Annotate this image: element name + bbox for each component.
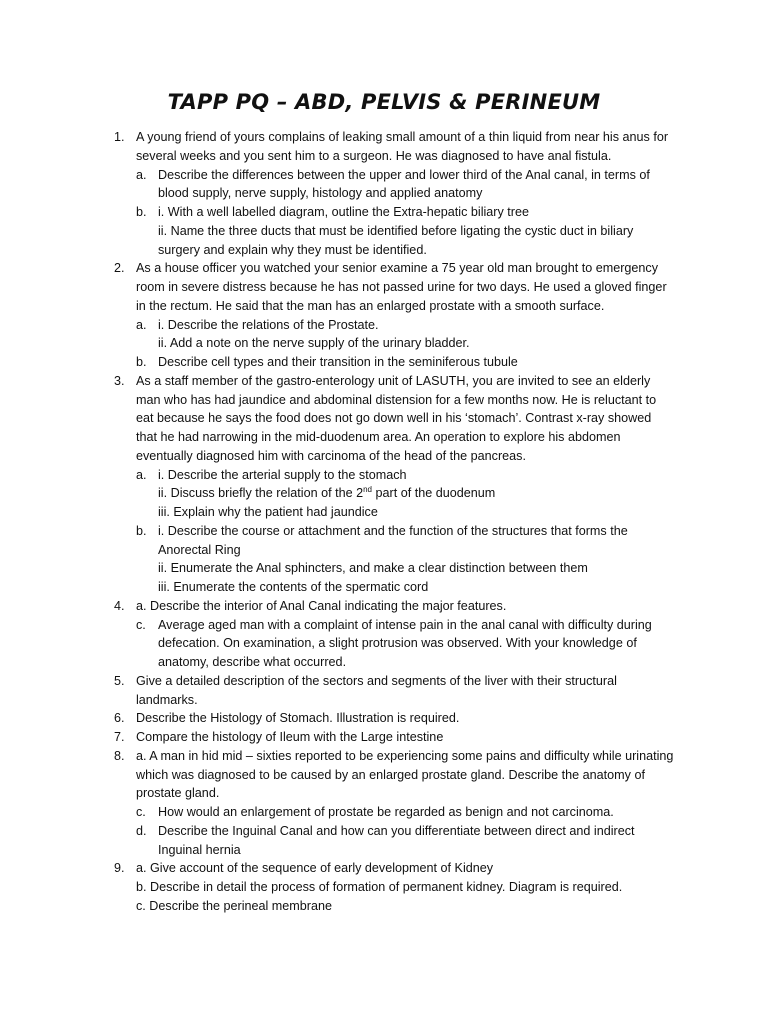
question-4 <box>114 597 674 672</box>
sub-item: iii. Enumerate the contents of the spermatic cord <box>158 580 429 594</box>
sub-question-b: b. i. With a well labelled diagram, outline the Extra-hepatic biliary tree ii. Name the three ducts that must be identified before ligating the cystic duct in biliary surgery and explain why they must be identified. <box>136 203 674 259</box>
sub-question-a: a. Describe the interior of Anal Canal indicating the major features. <box>136 598 507 613</box>
question-number: 3. <box>114 373 125 388</box>
sub-question-a: a. i. Describe the relations of the Prostate. ii. Add a note on the nerve supply of the urinary bladder. <box>136 316 674 354</box>
question-number: 5. <box>114 673 125 688</box>
question-9 <box>114 859 674 915</box>
question-stem: As a house officer you watched your senior examine a 75 year old man brought to emergency room in severe distress because he has not passed urine for two days. He used a gloved finger in the rectum. He said that the man has an enlarged prostate with a smooth surface. <box>136 261 667 313</box>
question-stem: As a staff member of the gastro-enterology unit of LASUTH, you are invited to see an elderly man who has had jaundice and abdominal distension for a few months now. He is reluctant to eat because he says the food does not go down well in his ‘stomach’. Contrast x-ray showed that he had narrowing in the mid-duodenum area. An operation to explore his abdomen eventually diagnosed him with carcinoma of the head of the pancreas. <box>136 373 657 463</box>
sub-question-a: a. Give account of the sequence of early development of Kidney <box>136 861 494 876</box>
sub-question-b: b. i. Describe the course or attachment and the function of the structures that forms the Anorectal Ring ii. Enumerate the Anal sphincters, and make a clear distinction between them iii. Enumerate the contents of the spermatic cord <box>136 522 674 597</box>
sub-question-a: a. i. Describe the arterial supply to the stomach ii. Discuss briefly the relation of the 2nd part of the duodenum iii. Explain why the patient had jaundice <box>136 466 674 522</box>
sub-item: ii. Add a note on the nerve supply of the urinary bladder. <box>158 336 470 351</box>
question-7 <box>114 728 674 747</box>
question-1 <box>114 128 674 259</box>
sub-item: i. Describe the arterial supply to the stomach <box>158 467 407 482</box>
sub-item: i. Describe the course or attachment and the function of the structures that forms the Anorectal Ring <box>158 523 628 557</box>
question-stem: Compare the histology of Ileum with the Large intestine <box>136 730 444 744</box>
question-stem: A young friend of yours complains of leaking small amount of a thin liquid from near his anus for several weeks and you sent him to a surgeon. He was diagnosed to have anal fistula. <box>136 130 669 163</box>
sub-question-d: d. Describe the Inguinal Canal and how can you differentiate between direct and indirect Inguinal hernia <box>136 823 635 857</box>
question-number: 9. <box>114 861 125 876</box>
document-title: TAPP PQ – ABD, PELVIS & PERINEUM <box>167 90 601 114</box>
sub-question-a: a. A man in hid mid – sixties reported to be experiencing some pains and difficulty while urinating which was diagnosed to be caused by an enlarged prostate gland. Describe the anatomy of prostate gland. <box>136 748 674 801</box>
sub-item: ii. Name the three ducts that must be identified before ligating the cystic duct in biliary surgery and explain why they must be identified. <box>158 223 634 257</box>
sub-item: i. With a well labelled diagram, outline the Extra-hepatic biliary tree <box>158 205 529 219</box>
question-number: 6. <box>114 711 125 726</box>
sub-question-a: a. Describe the differences between the upper and lower third of the Anal canal, in terms of blood supply, nerve supply, histology and applied anatomy <box>136 167 650 201</box>
question-number: 1. <box>114 130 125 144</box>
sub-item: ii. Enumerate the Anal sphincters, and make a clear distinction between them <box>158 561 588 576</box>
sub-question-c: c. How would an enlargement of prostate be regarded as benign and not carcinoma. <box>136 805 614 819</box>
superscript: nd <box>363 485 372 495</box>
question-number: 2. <box>114 261 125 276</box>
question-number: 4. <box>114 598 125 613</box>
sub-question-b: b. Describe cell types and their transition in the seminiferous tubule <box>136 355 518 369</box>
sub-item: i. Describe the relations of the Prostate. <box>158 317 379 332</box>
sub-question-b: b. Describe in detail the process of formation of permanent kidney. Diagram is required. <box>136 880 623 894</box>
question-3 <box>114 372 674 597</box>
question-6 <box>114 709 674 728</box>
question-8 <box>114 747 674 860</box>
question-number: 7. <box>114 730 125 744</box>
question-list <box>114 128 674 916</box>
question-number: 8. <box>114 748 125 763</box>
question-2 <box>114 259 674 372</box>
sub-question-c: c. Average aged man with a complaint of intense pain in the anal canal with difficulty during defecation. On examination, a slight protrusion was observed. With your knowledge of anatomy, describe what occurred. <box>136 617 652 669</box>
sub-item: iii. Explain why the patient had jaundice <box>158 505 378 519</box>
question-5 <box>114 672 674 710</box>
sub-question-c: c. Describe the perineal membrane <box>136 898 332 913</box>
question-stem: Describe the Histology of Stomach. Illustration is required. <box>136 711 460 726</box>
sub-item: ii. Discuss briefly the relation of the 2nd part of the duodenum <box>158 485 496 501</box>
question-stem: Give a detailed description of the sectors and segments of the liver with their structural landmarks. <box>136 673 617 707</box>
